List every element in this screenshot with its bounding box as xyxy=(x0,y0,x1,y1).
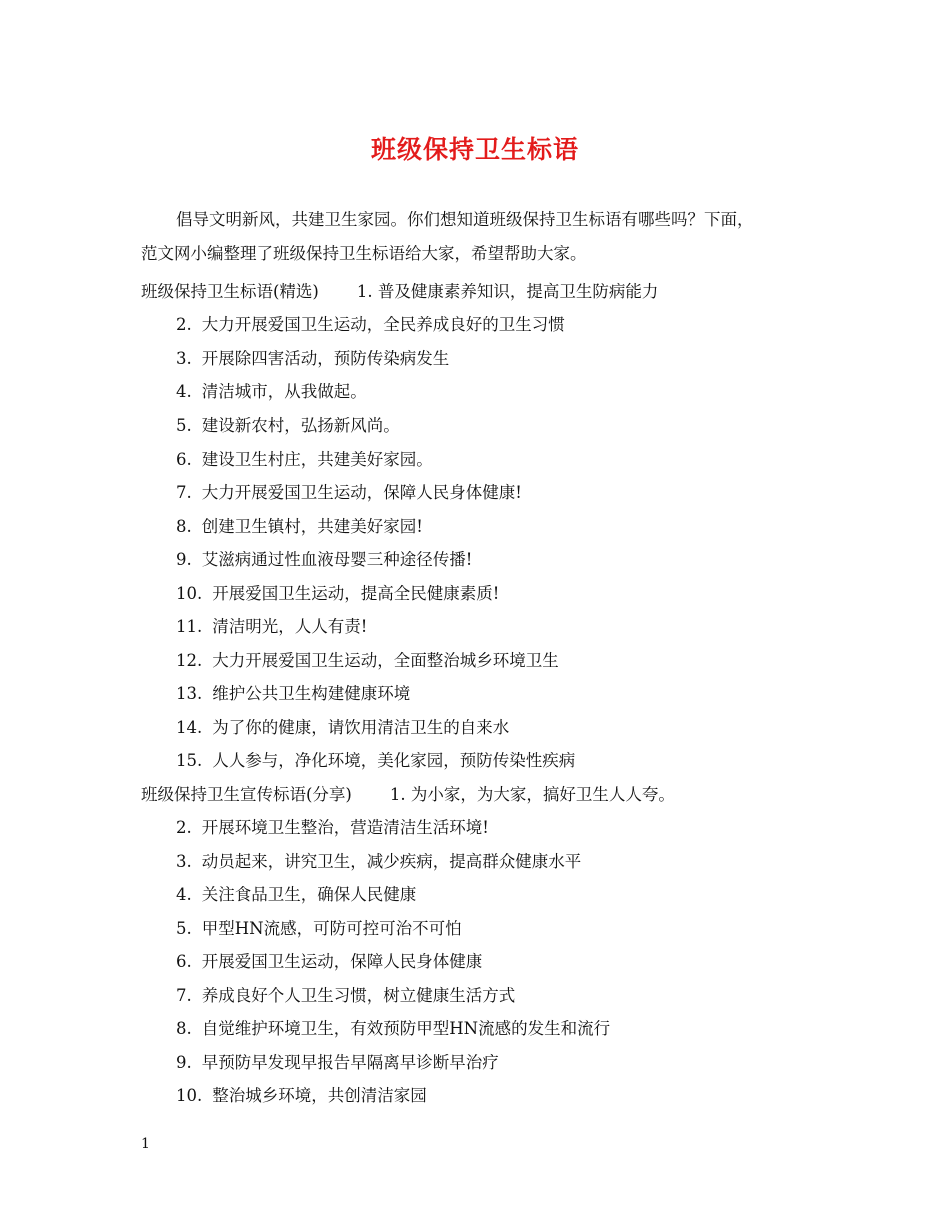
list-item-text: 建设卫生村庄，共建美好家园。 xyxy=(201,450,433,469)
list-item-number: 2. xyxy=(176,315,192,334)
list-item xyxy=(176,349,449,369)
list-item-number: 6. xyxy=(176,952,192,971)
section1-heading-line xyxy=(141,282,658,302)
list-item xyxy=(176,617,367,637)
list-item-number: 5. xyxy=(176,919,192,938)
list-item xyxy=(176,852,581,872)
list-item-text: 大力开展爱国卫生运动，保障人民身体健康! xyxy=(201,483,522,502)
list-item xyxy=(176,315,565,335)
list-item-number: 10. xyxy=(176,584,203,603)
list-item-number: 8. xyxy=(176,1019,192,1038)
list-item xyxy=(176,952,482,972)
list-item-number: 7. xyxy=(176,986,192,1005)
list-item-number: 5. xyxy=(176,416,192,435)
document-title: 班级保持卫生标语 xyxy=(370,135,579,164)
list-item-number: 4. xyxy=(176,885,192,904)
list-item-text: 清洁城市，从我做起。 xyxy=(201,382,367,401)
list-item xyxy=(176,986,515,1006)
list-item-number: 1. xyxy=(389,785,406,804)
section2-heading: 班级保持卫生宣传标语(分享) xyxy=(141,785,352,804)
list-item-text: 维护公共卫生构建健康环境 xyxy=(212,684,411,703)
list-item-text: 普及健康素养知识，提高卫生防病能力 xyxy=(377,282,659,301)
list-item-text: 为了你的健康，请饮用清洁卫生的自来水 xyxy=(212,718,510,737)
list-item-number: 3. xyxy=(176,349,192,368)
list-item xyxy=(176,1086,427,1106)
list-item-text: 创建卫生镇村，共建美好家园! xyxy=(201,517,423,536)
list-item-text: 开展除四害活动，预防传染病发生 xyxy=(201,349,450,368)
intro-line-1: 倡导文明新风，共建卫生家园。你们想知道班级保持卫生标语有哪些吗？下面， xyxy=(176,210,754,229)
list-item-text: 大力开展爱国卫生运动，全民养成良好的卫生习惯 xyxy=(201,315,565,334)
list-item-number: 9. xyxy=(176,1053,192,1072)
list-item-number: 2. xyxy=(176,818,192,837)
list-item xyxy=(176,450,433,470)
list-item xyxy=(176,483,522,503)
list-item-number: 10. xyxy=(176,1086,203,1105)
list-item-text: 关注食品卫生，确保人民健康 xyxy=(201,885,417,904)
list-item-text: 大力开展爱国卫生运动，全面整治城乡环境卫生 xyxy=(212,651,559,670)
list-item-number: 11. xyxy=(176,617,203,636)
list-item-number: 4. xyxy=(176,382,192,401)
list-item-text: 整治城乡环境，共创清洁家园 xyxy=(212,1086,427,1105)
section1-heading: 班级保持卫生标语(精选) xyxy=(141,282,319,301)
list-item-number: 14. xyxy=(176,718,203,737)
list-item-text: 早预防早发现早报告早隔离早诊断早治疗 xyxy=(201,1053,499,1072)
list-item xyxy=(176,1019,610,1039)
list-item xyxy=(176,550,472,570)
list-item xyxy=(176,751,575,771)
list-item xyxy=(176,584,499,604)
list-item-text: 为小家，为大家，搞好卫生人人夸。 xyxy=(410,785,675,804)
list-item xyxy=(176,416,400,436)
list-item-text: 建设新农村，弘扬新风尚。 xyxy=(201,416,400,435)
list-item xyxy=(176,382,367,402)
section2-heading-line xyxy=(141,785,675,805)
list-item xyxy=(176,1053,499,1073)
list-item xyxy=(176,684,410,704)
list-item-number: 6. xyxy=(176,450,192,469)
intro-line-2: 范文网小编整理了班级保持卫生标语给大家，希望帮助大家。 xyxy=(141,244,587,263)
list-item-text: 开展爱国卫生运动，保障人民身体健康 xyxy=(201,952,483,971)
list-item-text: 动员起来，讲究卫生，减少疾病，提高群众健康水平 xyxy=(201,852,582,871)
list-item-text: 养成良好个人卫生习惯，树立健康生活方式 xyxy=(201,986,516,1005)
list-item-number: 12. xyxy=(176,651,203,670)
list-item-number: 7. xyxy=(176,483,192,502)
list-item-text: 开展环境卫生整治，营造清洁生活环境! xyxy=(201,818,489,837)
list-item-text: 自觉维护环境卫生，有效预防甲型HN流感的发生和流行 xyxy=(201,1019,611,1038)
list-item-text: 人人参与，净化环境，美化家园，预防传染性疾病 xyxy=(212,751,576,770)
list-item-text: 清洁明光，人人有责! xyxy=(212,617,368,636)
list-item-number: 1. xyxy=(356,282,373,301)
list-item xyxy=(176,818,489,838)
list-item-text: 开展爱国卫生运动，提高全民健康素质! xyxy=(212,584,500,603)
list-item-number: 15. xyxy=(176,751,203,770)
list-item xyxy=(176,919,462,939)
list-item-text: 艾滋病通过性血液母婴三种途径传播! xyxy=(201,550,473,569)
list-item xyxy=(176,885,416,905)
list-item-number: 9. xyxy=(176,550,192,569)
list-item xyxy=(176,718,509,738)
page-number: 1 xyxy=(141,1136,150,1152)
list-item-number: 3. xyxy=(176,852,192,871)
list-item xyxy=(176,651,559,671)
list-item-text: 甲型HN流感，可防可控可治不可怕 xyxy=(201,919,462,938)
list-item-number: 13. xyxy=(176,684,203,703)
list-item xyxy=(176,517,423,537)
list-item-number: 8. xyxy=(176,517,192,536)
